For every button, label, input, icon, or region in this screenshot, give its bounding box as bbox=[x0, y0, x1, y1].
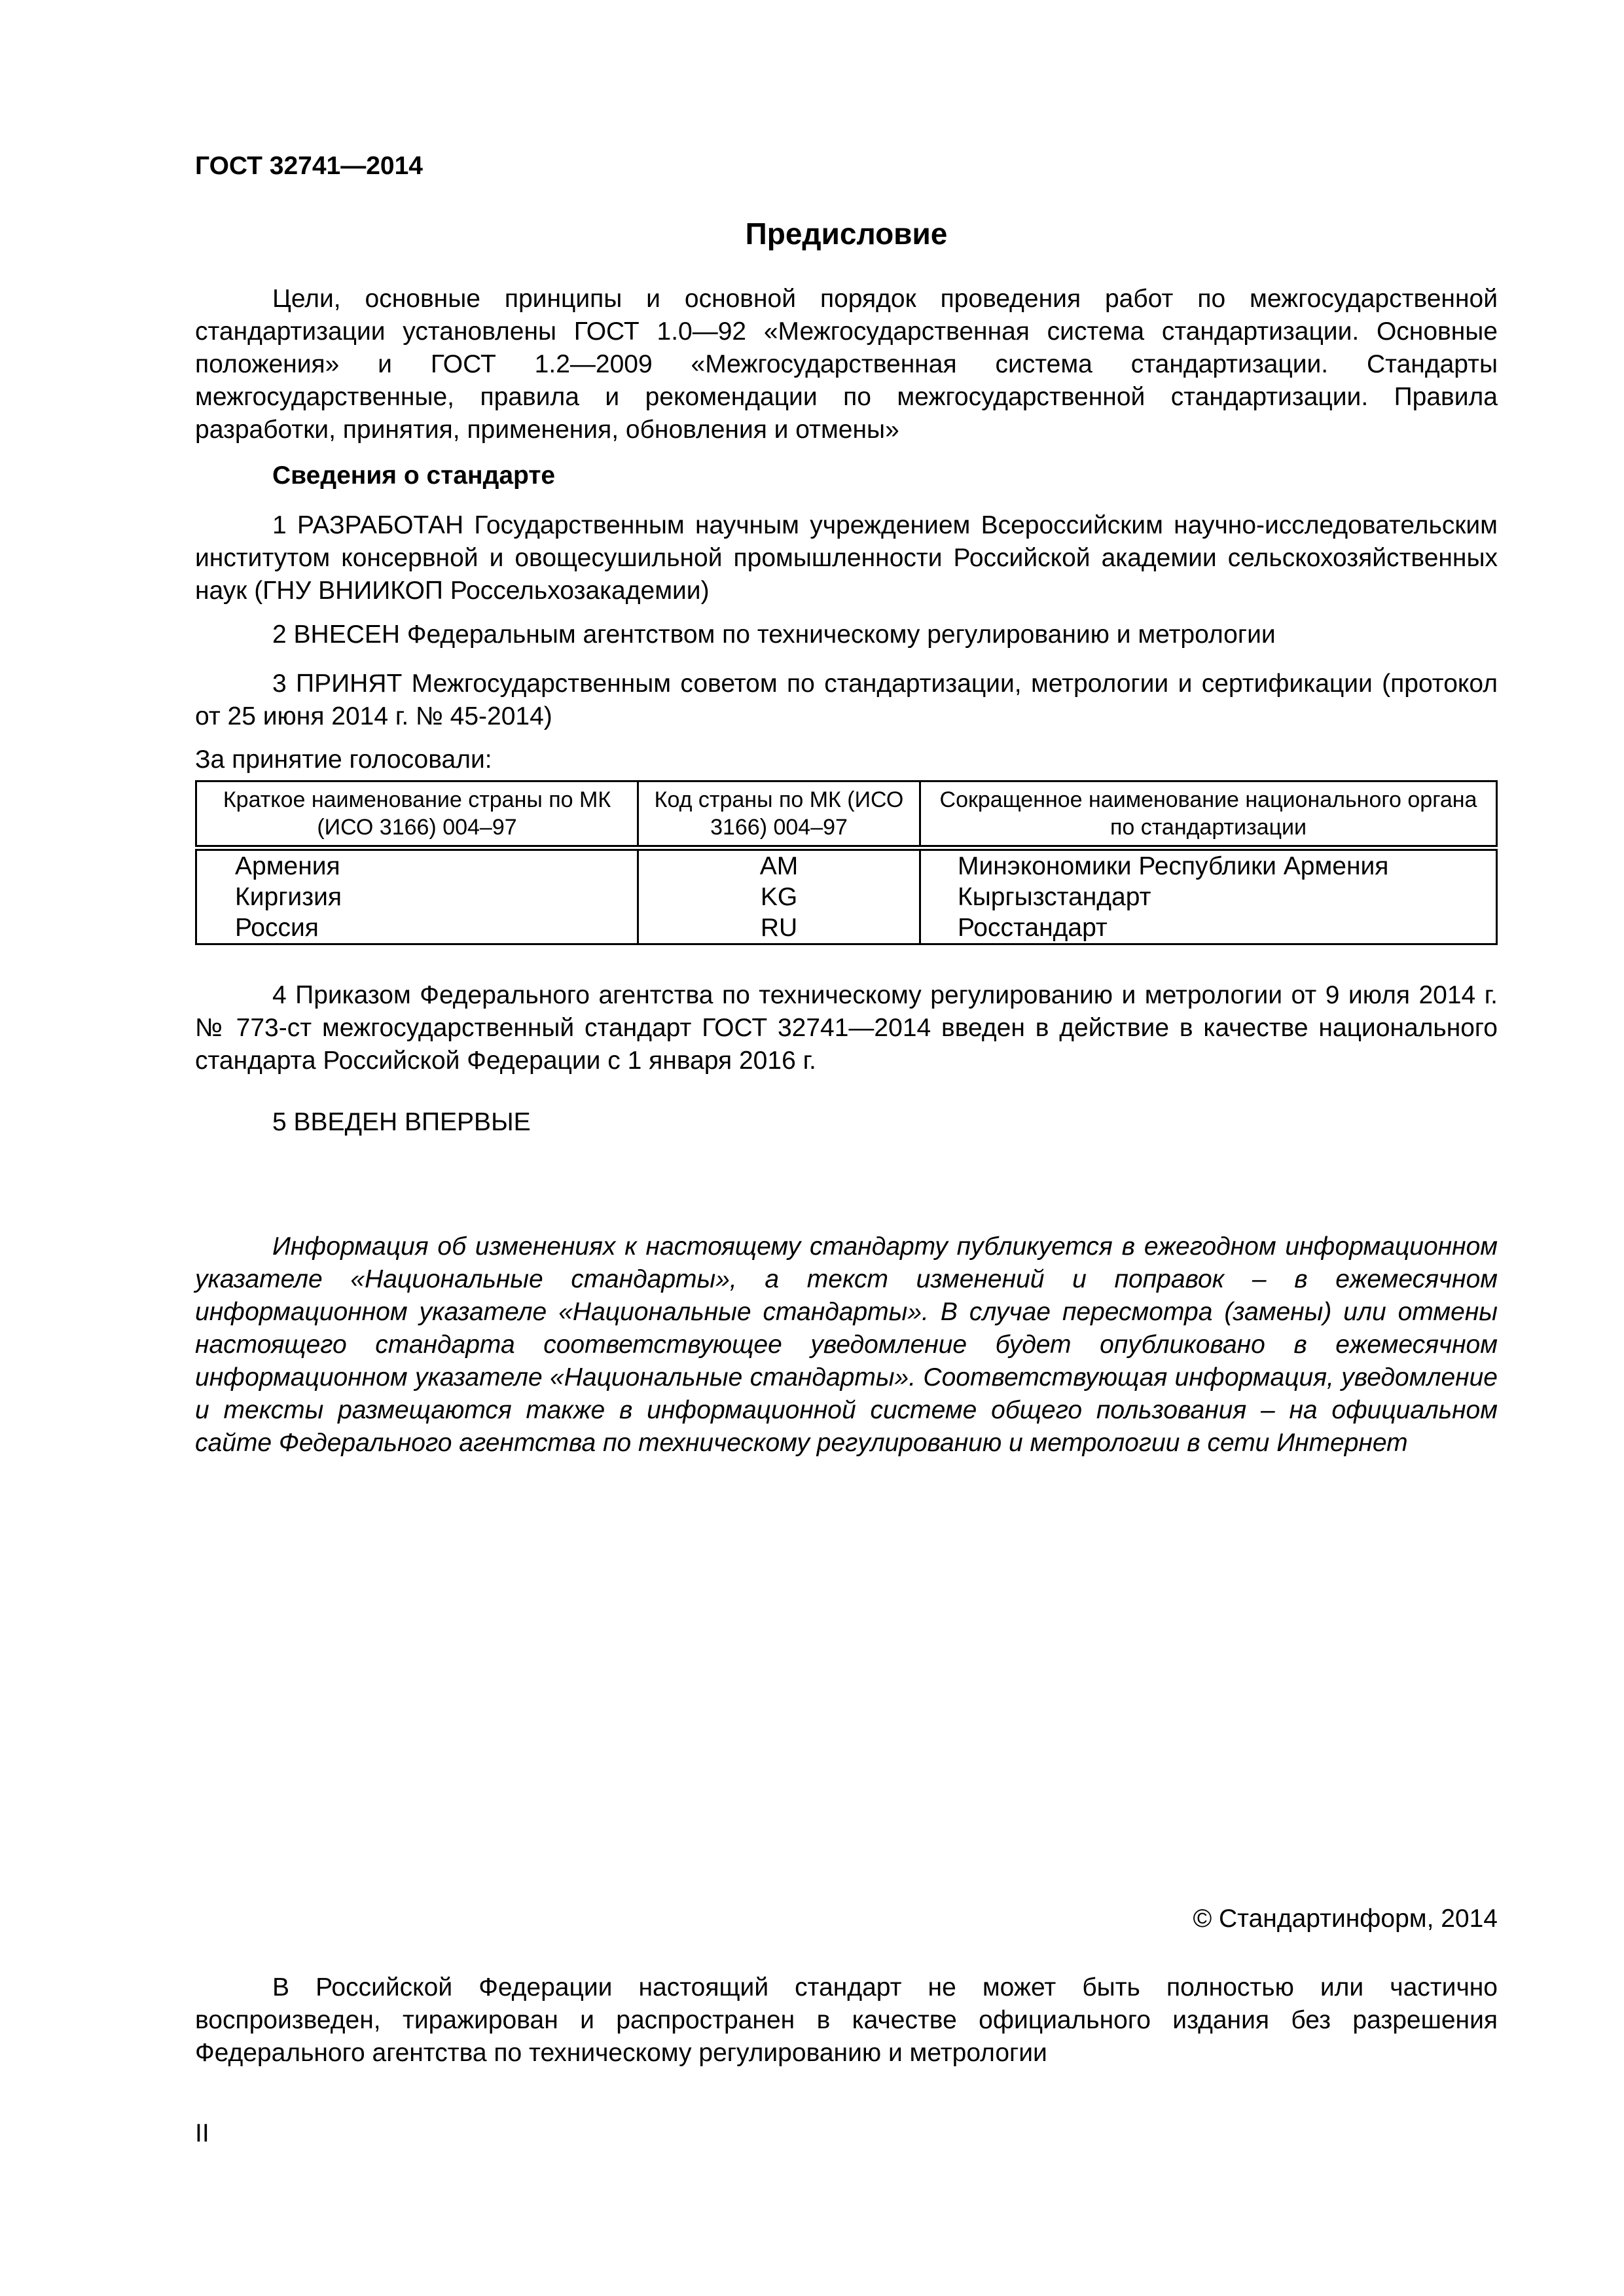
info-heading-section bbox=[195, 459, 1498, 492]
info-notice-section bbox=[195, 1230, 1498, 1460]
table-cell-code: AM bbox=[638, 848, 920, 882]
item-3-paragraph: 3 ПРИНЯТ Межгосударственным советом по стандартизации, метрологии и сертификации (протокол от 25 июня 2014 г. № 45-2014) bbox=[195, 670, 1498, 730]
item-1-paragraph: 1 РАЗРАБОТАН Государственным научным учреждением Всероссийским научно-исследовательским институтом консервной и овощесушильной промышленности Российской академии сельскохозяйственных наук (ГНУ ВНИИКОП Россельхозакадемии) bbox=[195, 511, 1498, 605]
item-2-section bbox=[195, 619, 1498, 651]
table-header-agency: Сокращенное наименование национального органа по стандартизации bbox=[920, 781, 1497, 848]
item-2-paragraph: 2 ВНЕСЕН Федеральным агентством по техническому регулированию и метрологии bbox=[272, 620, 1276, 649]
item-5-paragraph: 5 ВВЕДЕН ВПЕРВЫЕ bbox=[272, 1108, 531, 1136]
table-row bbox=[196, 912, 1497, 944]
table-header-row bbox=[196, 781, 1497, 848]
item-4-paragraph: 4 Приказом Федерального агентства по техническому регулированию и метрологии от 9 июля 2014 г. № 773-ст межгосударственный стандарт ГОСТ 32741—2014 введен в действие в качестве национального стандарта Российской Федерации с 1 января 2016 г. bbox=[195, 981, 1498, 1075]
info-notice-paragraph: Информация об изменениях к настоящему стандарту публикуется в ежегодном информационном указателе «Национальные стандарты», а текст изменений и поправок – в ежемесячном информационном указателе «Национальные стандарты». В случае пересмотра (замены) или отмены настоящего стандарта соответствующее уведомление будет опубликовано в ежемесячном информационном указателе «Национальные стандарты». Соответствующая информация, уведомление и тексты размещаются также в информационной системе общего пользования – на официальном сайте Федерального агентства по техническому регулированию и метрологии в сети Интернет bbox=[195, 1232, 1498, 1457]
reproduction-notice-section bbox=[195, 1971, 1498, 2070]
table-cell-agency: Росстандарт bbox=[920, 912, 1497, 944]
document-code-header: ГОСТ 32741—2014 bbox=[195, 152, 423, 180]
table-cell-code: RU bbox=[638, 912, 920, 944]
item-3-section bbox=[195, 668, 1498, 733]
table-cell-agency: Минэкономики Республики Армения bbox=[920, 848, 1497, 882]
page-number: II bbox=[195, 2119, 209, 2147]
item-1-section bbox=[195, 509, 1498, 607]
copyright-notice: © Стандартинформ, 2014 bbox=[1193, 1905, 1498, 1933]
intro-section bbox=[195, 283, 1498, 446]
reproduction-notice-paragraph: В Российской Федерации настоящий стандарт не может быть полностью или частично воспроизведен, тиражирован и распространен в качестве официального издания без разрешения Федерального агентства по техническому регулированию и метрологии bbox=[195, 1973, 1498, 2067]
table-cell-country: Армения bbox=[196, 848, 638, 882]
voting-table bbox=[195, 780, 1498, 945]
intro-paragraph: Цели, основные принципы и основной порядок проведения работ по межгосударственной стандартизации установлены ГОСТ 1.0—92 «Межгосударственная система стандартизации. Основные положения» и ГОСТ 1.2—2009 «Межгосударственная система стандартизации. Стандарты межгосударственные, правила и рекомендации по межгосударственной стандартизации. Правила разработки, принятия, применения, обновления и отмены» bbox=[195, 285, 1498, 444]
table-header-country: Краткое наименование страны по МК (ИСО 3166) 004–97 bbox=[196, 781, 638, 848]
item-5-section bbox=[195, 1106, 1498, 1139]
vote-label-section bbox=[195, 744, 1498, 776]
table-cell-country: Россия bbox=[196, 912, 638, 944]
table-row bbox=[196, 882, 1497, 912]
table-cell-country: Киргизия bbox=[196, 882, 638, 912]
item-4-section bbox=[195, 979, 1498, 1077]
page-title: Предисловие bbox=[745, 217, 948, 251]
document-page bbox=[195, 0, 1498, 2296]
table-cell-code: KG bbox=[638, 882, 920, 912]
table-row bbox=[196, 848, 1497, 882]
voting-table-section bbox=[195, 780, 1498, 945]
table-cell-agency: Кыргызстандарт bbox=[920, 882, 1497, 912]
info-heading: Сведения о стандарте bbox=[272, 461, 556, 490]
table-header-code: Код страны по МК (ИСО 3166) 004–97 bbox=[638, 781, 920, 848]
vote-label: За принятие голосовали: bbox=[195, 745, 492, 774]
